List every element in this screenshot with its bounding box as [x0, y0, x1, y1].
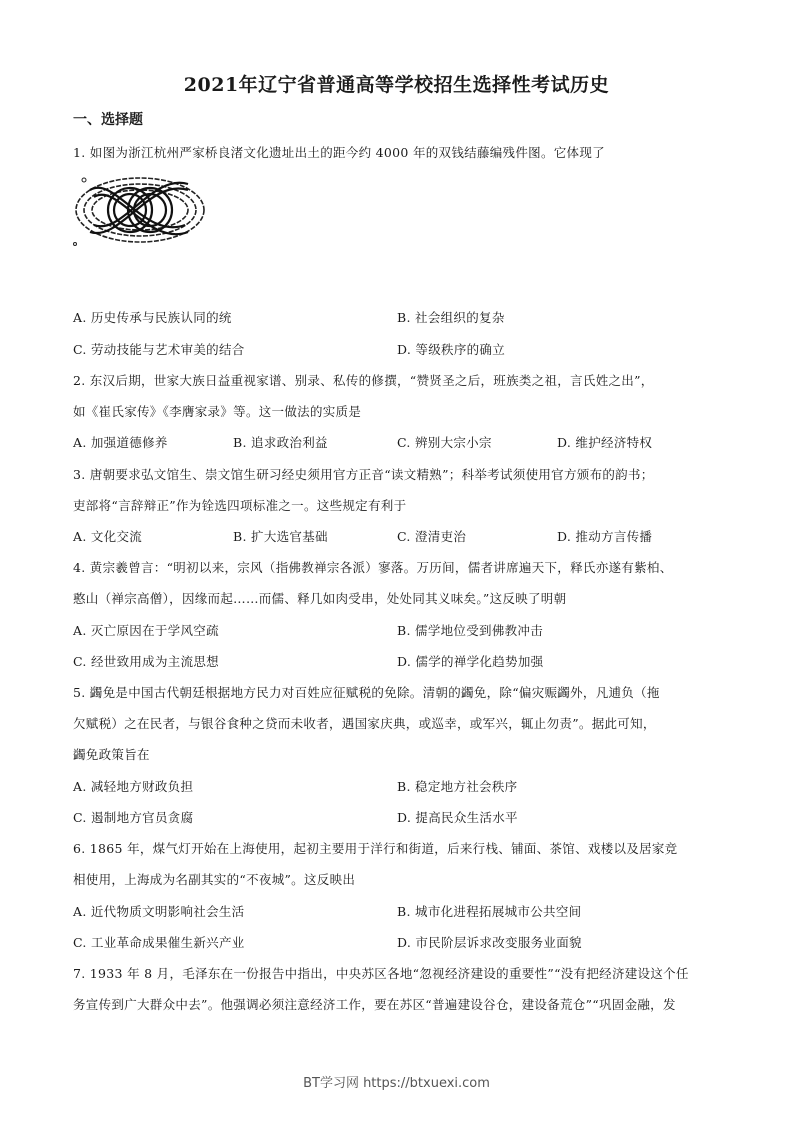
double-coin-knot-image: [70, 170, 210, 250]
q2-option-d[interactable]: D. 维护经济特权: [557, 435, 653, 450]
q3-option-c[interactable]: C. 澄清吏治: [397, 529, 467, 544]
question-5-text-cont: 欠赋税）之在民者，与银谷食种之贷而未收者，遇国家庆典，或巡幸，或军兴，辄止勿责”。据此可知，: [73, 716, 656, 731]
question-2-text-cont: 如《崔氏家传》《李膺家录》等。这一做法的实质是: [73, 404, 362, 419]
question-7-text-cont: 务宣传到广大群众中去”。他强调必须注意经济工作，要在苏区“普遍建设谷仓，建设备荒仓”“巩固金融，发: [73, 997, 676, 1012]
question-5-text-cont-2: 蠲免政策旨在: [73, 747, 150, 762]
q3-option-a[interactable]: A. 文化交流: [73, 529, 143, 544]
q5-option-a[interactable]: A. 减轻地方财政负担: [73, 779, 194, 794]
q5-option-b[interactable]: B. 稳定地方社会秩序: [397, 779, 518, 794]
q4-option-d[interactable]: D. 儒学的禅学化趋势加强: [397, 654, 544, 669]
question-4-text-cont: 憨山（禅宗高僧），因缘而起……而儒、释几如肉受串，处处同其义味矣。”这反映了明朝: [73, 591, 567, 606]
q2-option-c[interactable]: C. 辨别大宗小宗: [397, 435, 492, 450]
question-3-text-cont: 吏部将“言辞辩正”作为铨选四项标准之一。这些规定有利于: [73, 498, 407, 513]
q6-option-c[interactable]: C. 工业革命成果催生新兴产业: [73, 935, 245, 950]
question-6-text-cont: 相使用，上海成为名副其实的“不夜城”。这反映出: [73, 872, 356, 887]
q6-option-d[interactable]: D. 市民阶层诉求改变服务业面貌: [397, 935, 582, 950]
q3-option-d[interactable]: D. 推动方言传播: [557, 529, 653, 544]
question-6-text: 6. 1865 年，煤气灯开始在上海使用，起初主要用于洋行和街道，后来行栈、铺面、茶馆、戏楼以及居家竞: [73, 841, 678, 856]
q6-option-a[interactable]: A. 近代物质文明影响社会生活: [73, 904, 245, 919]
q2-option-a[interactable]: A. 加强道德修养: [73, 435, 168, 450]
question-7-text: 7. 1933 年 8 月，毛泽东在一份报告中指出，中央苏区各地“忽视经济建设的重要性”“没有把经济建设这个任: [73, 966, 689, 981]
question-2-text: 2. 东汉后期，世家大族日益重视家谱、别录、私传的修撰，“赞贤圣之后，班族类之祖，言氏姓之出”，: [73, 373, 654, 388]
question-5-text: 5. 蠲免是中国古代朝廷根据地方民力对百姓应征赋税的免除。清朝的蠲免，除“偏灾赈蠲外，凡逋负（拖: [73, 685, 660, 700]
q1-option-d[interactable]: D. 等级秩序的确立: [397, 342, 506, 357]
question-4-text: 4. 黄宗羲曾言：“明初以来，宗风（指佛教禅宗各派）寥落。万历间，儒者讲席遍天下，释氏亦遂有紫柏、: [73, 560, 673, 575]
q4-option-c[interactable]: C. 经世致用成为主流思想: [73, 654, 219, 669]
q1-option-c[interactable]: C. 劳动技能与艺术审美的结合: [73, 342, 245, 357]
q5-option-c[interactable]: C. 遏制地方官员贪腐: [73, 810, 194, 825]
q1-option-a[interactable]: A. 历史传承与民族认同的统: [73, 310, 232, 325]
question-1-text: 1. 如图为浙江杭州严家桥良渚文化遗址出土的距今约 4000 年的双钱结藤编残件图。它体现了: [73, 145, 605, 160]
q4-option-b[interactable]: B. 儒学地位受到佛教冲击: [397, 623, 544, 638]
q4-option-a[interactable]: A. 灭亡原因在于学风空疏: [73, 623, 219, 638]
q6-option-b[interactable]: B. 城市化进程拓展城市公共空间: [397, 904, 582, 919]
q5-option-d[interactable]: D. 提高民众生活水平: [397, 810, 518, 825]
question-3-text: 3. 唐朝要求弘文馆生、崇文馆生研习经史须用官方正音“读文精熟”；科举考试须使用官方颁布的韵书；: [73, 467, 654, 482]
section-heading: 一、选择题: [73, 112, 143, 128]
q3-option-b[interactable]: B. 扩大选官基础: [233, 529, 328, 544]
q1-option-b[interactable]: B. 社会组织的复杂: [397, 310, 505, 325]
q2-option-b[interactable]: B. 追求政治利益: [233, 435, 328, 450]
site-footer: BT学习网 https://btxuexi.com: [303, 1076, 490, 1091]
page-title: 2021年辽宁省普通高等学校招生选择性考试历史: [183, 74, 610, 96]
